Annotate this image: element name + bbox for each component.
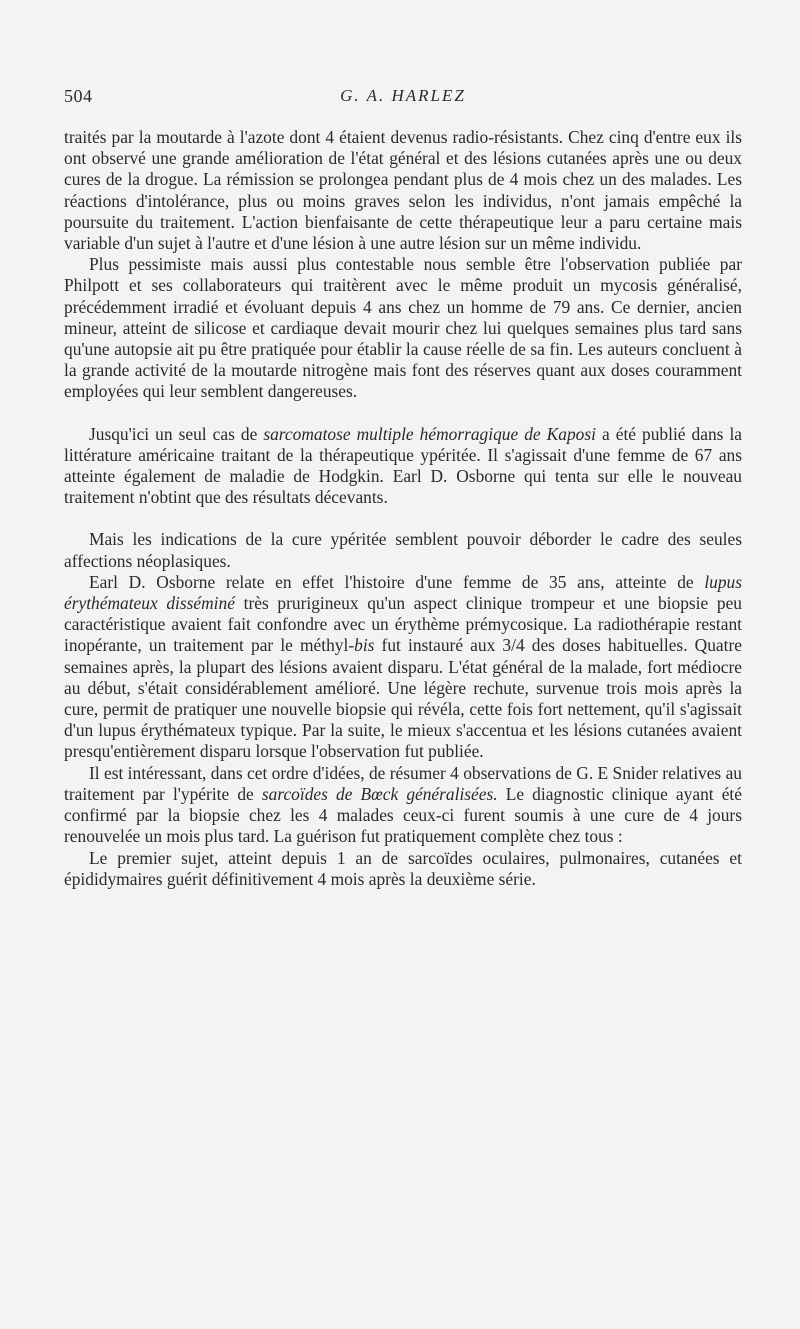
text-run: traités par la moutarde à l'azote dont 4 étaient devenus radio-résistants. Chez cinq d'entre eux ils ont observé une grande amélioration de l'état général et des lésions cutanées après une ou deux cures de la drogue. La rémission se prolongea pendant plus de 4 mois chez un des malades. Les réactions d'intolérance, plus ou moins graves selon les individus, n'ont jamais empêché la poursuite du traitement. L'action bienfaisante de cette thérapeutique leur a paru certaine mais variable d'un sujet à l'autre et d'une lésion à une autre lésion sur un même individu. — [64, 127, 742, 254]
paragraph — [64, 424, 742, 509]
paragraph — [64, 572, 742, 763]
page-number: 504 — [64, 86, 93, 106]
text-run: Earl D. Osborne relate en effet l'histoire d'une femme de 35 ans, atteinte de — [89, 571, 705, 592]
paragraph — [64, 127, 742, 254]
paragraph — [64, 848, 742, 890]
italic-term: lupus érythémateux disséminé — [64, 571, 742, 614]
paragraph — [64, 529, 742, 571]
italic-term: bis — [354, 635, 375, 656]
text-run: Plus pessimiste mais aussi plus contestable nous semble être l'observation publiée par Philpott et ses collaborateurs qui traitèrent avec le même produit un mycosis généralisé, précédemment irradié et évoluant depuis 4 ans chez un homme de 79 ans. Ce dernier, ancien mineur, atteint de silicose et cardiaque devait mourir chez lui quelques semaines plus tard sans qu'une autopsie ait pu être pratiquée pour établir la cause réelle de sa fin. Les auteurs concluent à la grande activité de la moutarde nitrogène mais font des réserves quant aux doses couramment employées qui leur semblent dangereuses. — [64, 254, 742, 402]
text-run: Il est intéressant, dans cet ordre d'idées, de résumer 4 observations de G. E Snider relatives au traitement par l'ypérite de — [64, 762, 742, 804]
text-run: Le diagnostic clinique ayant été confirmé par la biopsie chez les 4 malades ceux-ci furent soumis à une cure de 4 jours renouvelée un mois plus tard. La guérison fut pratiquement complète chez tous : — [64, 783, 742, 847]
body-text — [64, 127, 742, 890]
paragraph — [64, 254, 742, 402]
text-run: fut instauré aux 3/4 des doses habituelles. Quatre semaines après, la plupart des lésions avaient disparu. L'état général de la malade, fort médiocre au début, s'était considérablement amélioré. Une légère rechute, survenue trois mois après la cure, permit de pratiquer une nouvelle biopsie qui révéla, cette fois fort nettement, qu'il s'agissait d'un lupus érythémateux typique. Par la suite, le mieux s'accentua et les lésions cutanées avaient presqu'entièrement disparu lorsque l'observation fut publiée. — [64, 635, 742, 762]
italic-term: sarcomatose multiple hémorragique de Kaposi — [263, 423, 596, 444]
text-run: Le premier sujet, atteint depuis 1 an de sarcoïdes oculaires, pulmonaires, cutanées et épididymaires guérit définitivement 4 mois après la deuxième série. — [64, 847, 742, 889]
text-run: Jusqu'ici un seul cas de — [89, 423, 264, 444]
paragraph — [64, 763, 742, 848]
text-run: très prurigineux qu'un aspect clinique trompeur et une biopsie peu caractéristique avaient fait confondre avec un érythème prémycosique. La radiothérapie restant inopérante, un traitement par le méthyl- — [64, 593, 743, 656]
text-run: a été publié dans la littérature américaine traitant de la thérapeutique ypéritée. Il s'agissait d'une femme de 67 ans atteinte également de maladie de Hodgkin. Earl D. Osborne qui tenta sur elle le nouveau traitement n'obtint que des résultats décevants. — [64, 423, 742, 508]
text-run: Mais les indications de la cure ypéritée semblent pouvoir déborder le cadre des seules affections néoplasiques. — [64, 529, 742, 571]
running-header — [64, 86, 742, 110]
running-header-author: G. A. HARLEZ — [340, 86, 466, 105]
italic-term: sarcoïdes de Bœck généralisées. — [261, 783, 498, 804]
